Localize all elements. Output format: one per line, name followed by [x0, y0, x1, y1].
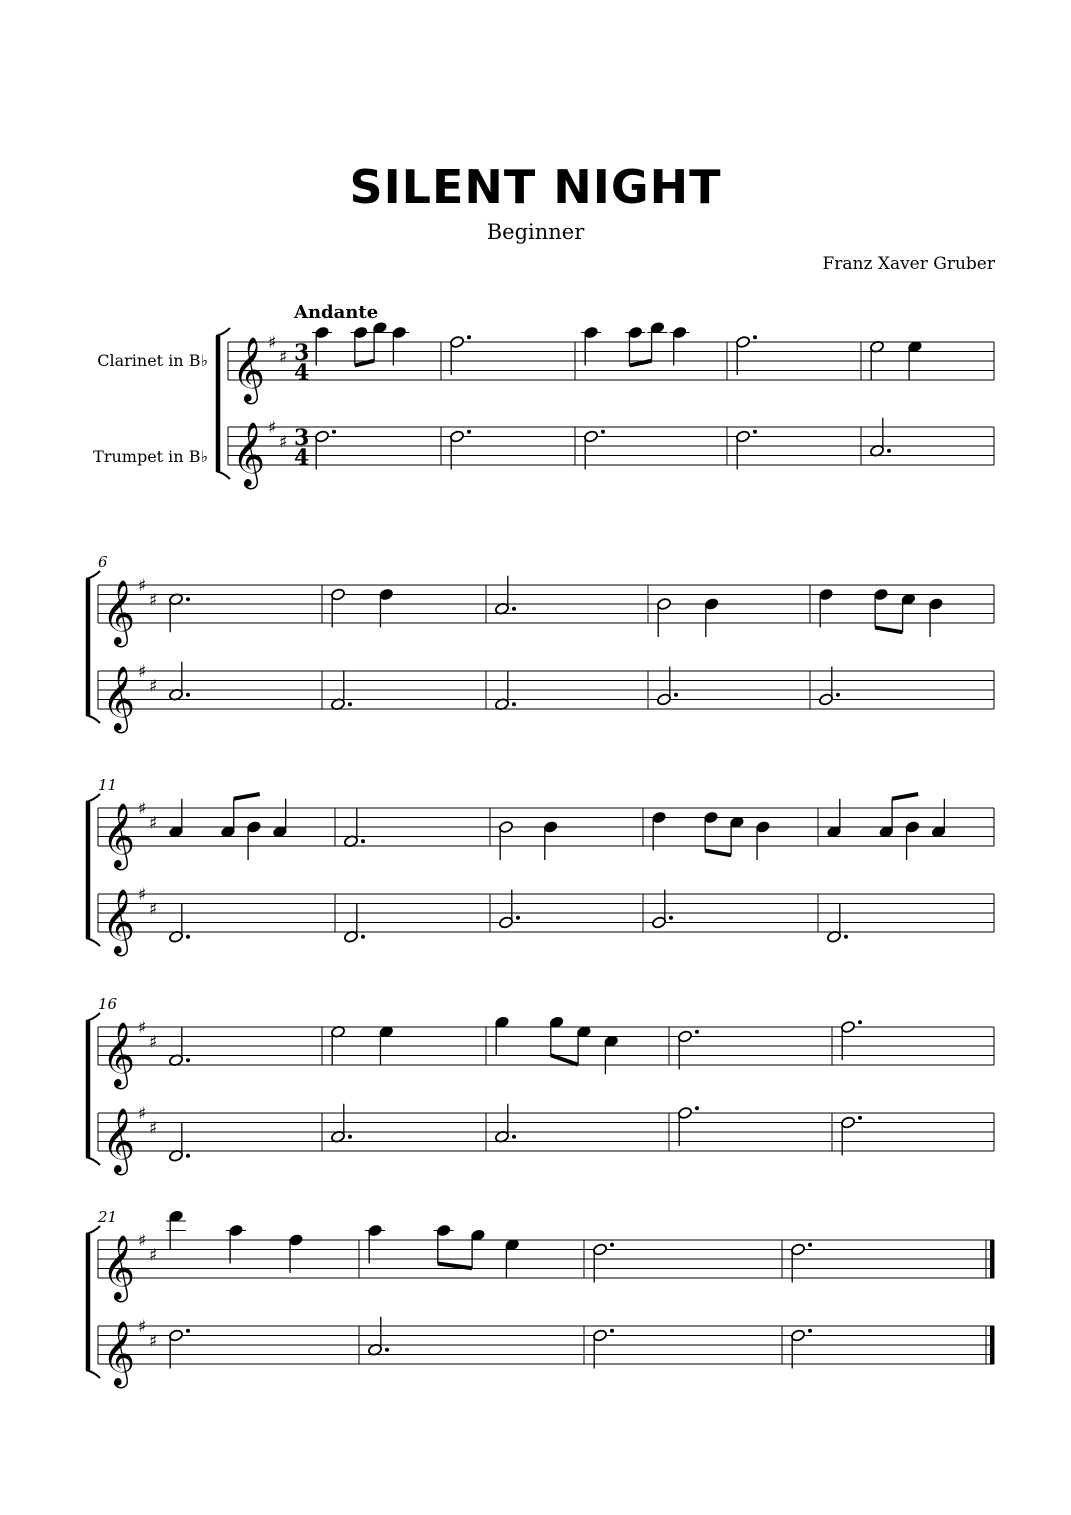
augmentation-dot: [610, 1329, 614, 1333]
sharp-icon: ♯: [138, 576, 147, 596]
sharp-icon: ♯: [149, 1118, 158, 1139]
augmentation-dot: [467, 335, 471, 339]
bracket-hook: [86, 1226, 100, 1234]
instrument-label: Trumpet in B♭: [93, 447, 208, 466]
bracket-hook: [86, 794, 100, 802]
augmentation-dot: [858, 1116, 862, 1120]
augmentation-dot: [186, 935, 190, 939]
beam: [551, 1055, 578, 1065]
sharp-icon: ♯: [138, 799, 147, 819]
augmentation-dot: [753, 335, 757, 339]
augmentation-dot: [186, 597, 190, 601]
treble-clef-icon: 𝄞: [102, 889, 136, 954]
bracket-hook: [216, 471, 230, 479]
composer-name: Franz Xaver Gruber: [822, 254, 995, 274]
sharp-icon: ♯: [279, 347, 288, 368]
augmentation-dot: [601, 430, 605, 434]
augmentation-dot: [186, 1329, 190, 1333]
bracket-hook: [86, 1370, 100, 1378]
sharp-icon: ♯: [138, 1018, 147, 1038]
measure-number: 21: [98, 1208, 118, 1226]
sharp-icon: ♯: [149, 676, 158, 697]
bracket-hook: [86, 571, 100, 579]
bracket-hook: [86, 938, 100, 946]
beam: [875, 628, 902, 633]
time-signature-bottom: 4: [294, 445, 310, 471]
augmentation-dot: [516, 916, 520, 920]
time-signature-top: 3: [294, 340, 310, 366]
measure-number: 16: [98, 995, 118, 1013]
augmentation-dot: [361, 935, 365, 939]
sharp-icon: ♯: [268, 418, 277, 438]
augmentation-dot: [808, 1329, 812, 1333]
augmentation-dot: [753, 430, 757, 434]
time-signature-bottom: 4: [294, 360, 310, 386]
sharp-icon: ♯: [138, 662, 147, 682]
score-subtitle: Beginner: [486, 220, 585, 244]
augmentation-dot: [674, 693, 678, 697]
time-signature-top: 3: [294, 425, 310, 451]
treble-clef-icon: 𝄞: [232, 422, 266, 487]
augmentation-dot: [695, 1030, 699, 1034]
augmentation-dot: [844, 935, 848, 939]
beam: [892, 794, 918, 799]
augmentation-dot: [836, 693, 840, 697]
augmentation-dot: [348, 1135, 352, 1139]
sharp-icon: ♯: [149, 1331, 158, 1352]
sharp-icon: ♯: [138, 1231, 147, 1251]
augmentation-dot: [808, 1243, 812, 1247]
augmentation-dot: [695, 1106, 699, 1110]
treble-clef-icon: 𝄞: [102, 803, 136, 868]
augmentation-dot: [186, 693, 190, 697]
augmentation-dot: [467, 430, 471, 434]
augmentation-dot: [887, 449, 891, 453]
measure-number: 11: [98, 776, 118, 794]
sharp-icon: ♯: [149, 1032, 158, 1053]
augmentation-dot: [332, 430, 336, 434]
sharp-icon: ♯: [279, 432, 288, 453]
sharp-icon: ♯: [149, 899, 158, 920]
bracket-hook: [216, 328, 230, 336]
sharp-icon: ♯: [138, 1104, 147, 1124]
beam: [438, 1264, 472, 1269]
bracket-hook: [86, 1013, 100, 1021]
treble-clef-icon: 𝄞: [102, 1321, 136, 1386]
bracket-hook: [86, 1157, 100, 1165]
score-title: SILENT NIGHT: [349, 160, 722, 214]
augmentation-dot: [512, 702, 516, 706]
treble-clef-icon: 𝄞: [102, 1108, 136, 1173]
augmentation-dot: [348, 702, 352, 706]
bracket-hook: [86, 715, 100, 723]
treble-clef-icon: 𝄞: [102, 580, 136, 645]
augmentation-dot: [512, 607, 516, 611]
beam: [705, 851, 731, 856]
beam: [234, 794, 260, 799]
sharp-icon: ♯: [149, 1245, 158, 1266]
augmentation-dot: [361, 839, 365, 843]
sharp-icon: ♯: [149, 813, 158, 834]
sharp-icon: ♯: [149, 590, 158, 611]
augmentation-dot: [512, 1135, 516, 1139]
augmentation-dot: [610, 1243, 614, 1247]
augmentation-dot: [385, 1348, 389, 1352]
augmentation-dot: [669, 916, 673, 920]
sharp-icon: ♯: [268, 333, 277, 353]
treble-clef-icon: 𝄞: [102, 1022, 136, 1087]
measure-number: 6: [98, 553, 108, 571]
treble-clef-icon: 𝄞: [232, 337, 266, 402]
sharp-icon: ♯: [138, 1317, 147, 1337]
treble-clef-icon: 𝄞: [102, 1235, 136, 1300]
augmentation-dot: [186, 1154, 190, 1158]
sharp-icon: ♯: [138, 885, 147, 905]
augmentation-dot: [858, 1020, 862, 1024]
tempo-marking: Andante: [294, 302, 379, 323]
treble-clef-icon: 𝄞: [102, 666, 136, 731]
augmentation-dot: [186, 1058, 190, 1062]
instrument-label: Clarinet in B♭: [97, 351, 208, 370]
